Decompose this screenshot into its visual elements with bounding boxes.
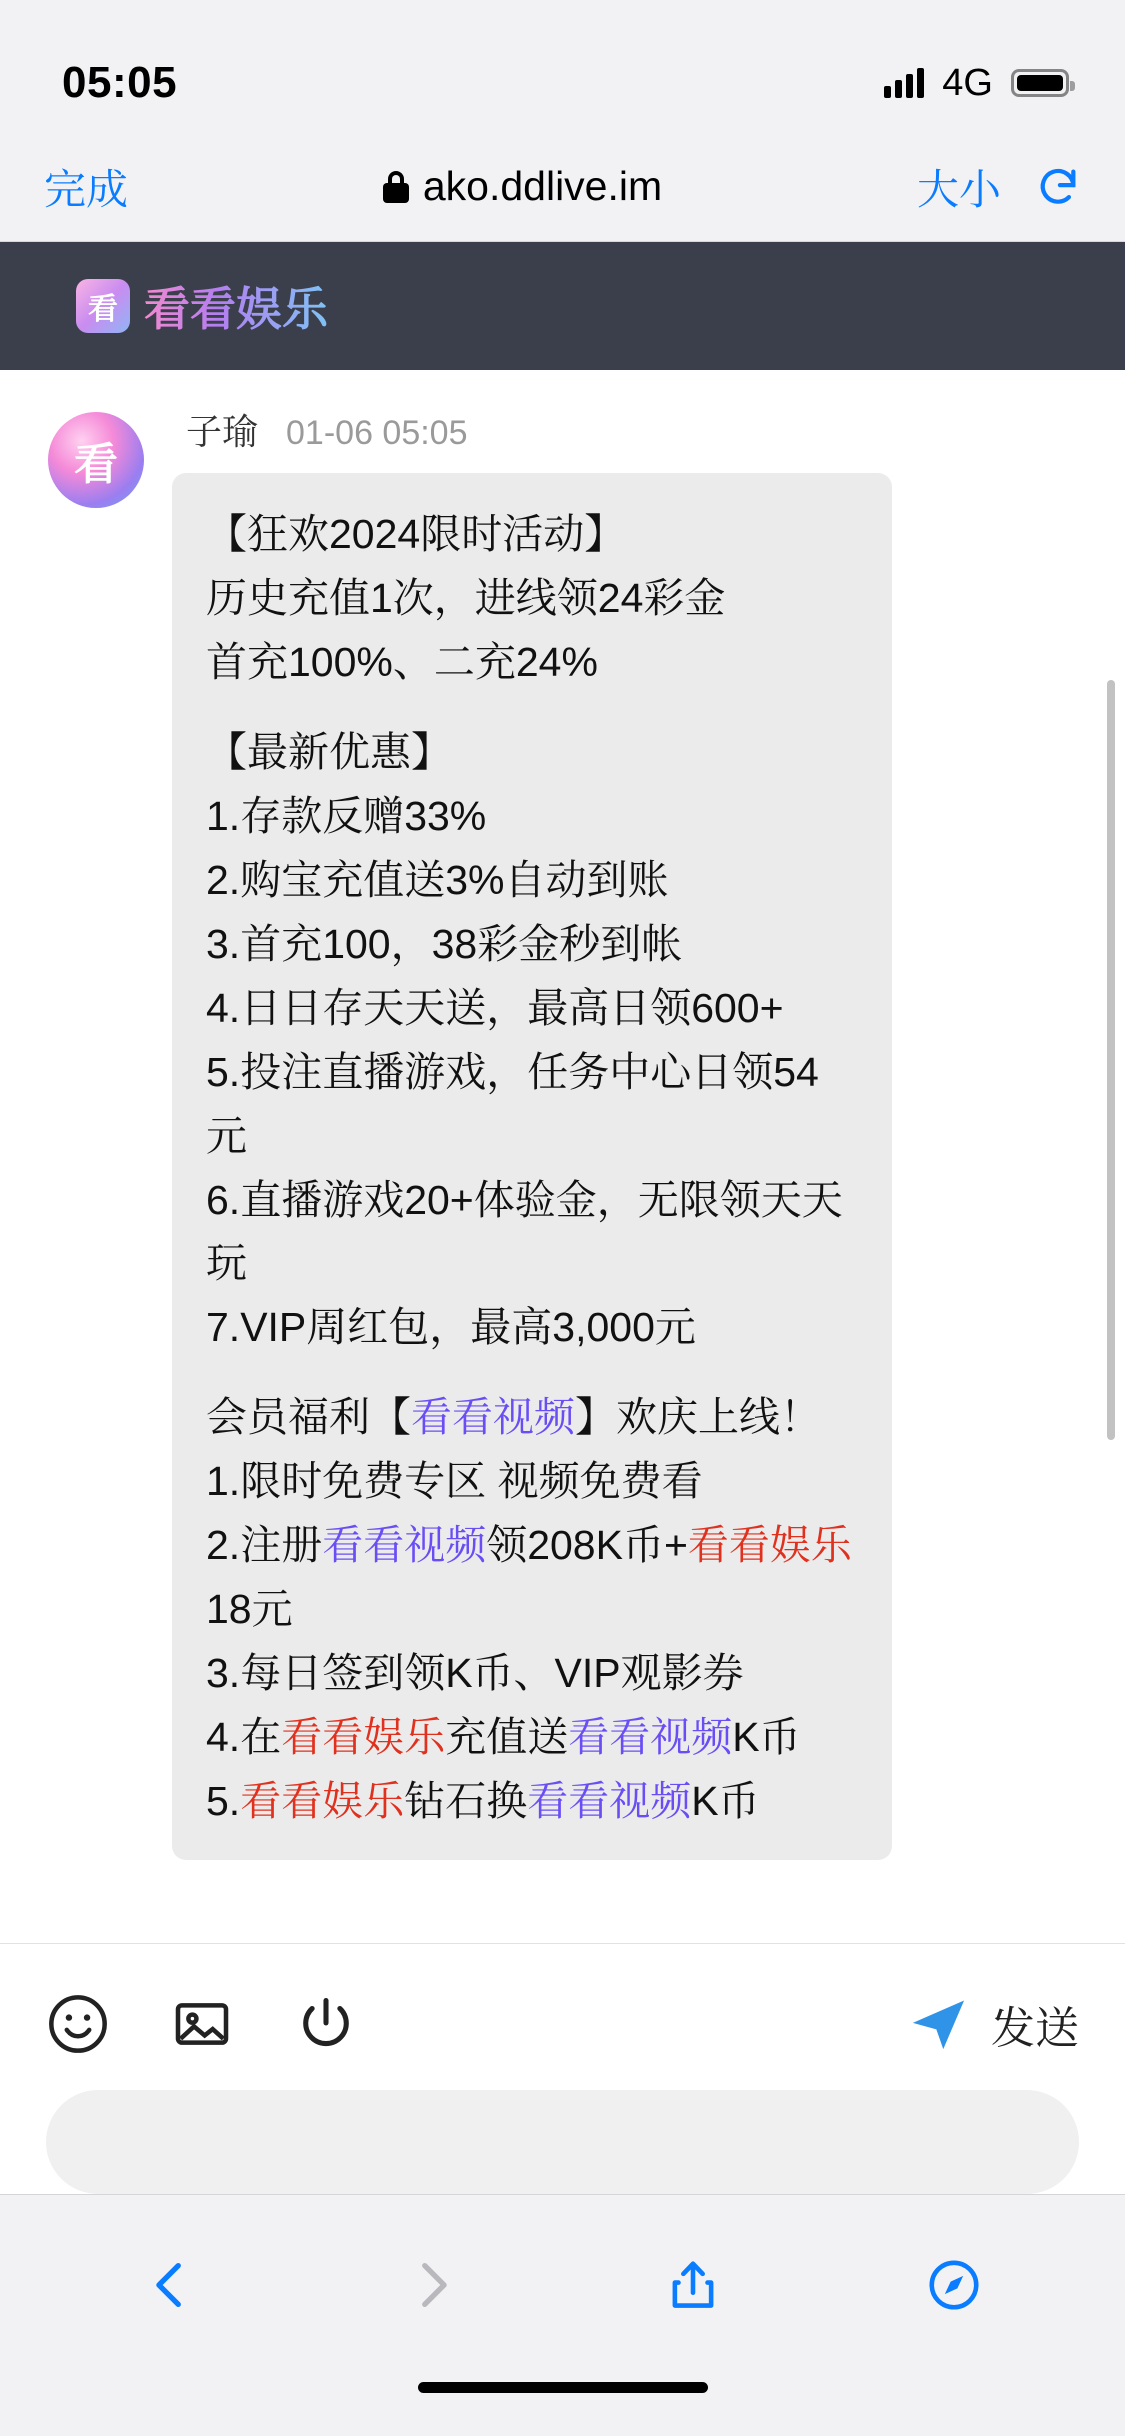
power-icon[interactable]	[294, 1992, 358, 2056]
vip-benefit-prefix: 2.注册	[206, 1522, 323, 1569]
promo-line: 3.首充100，38彩金秒到帐	[206, 920, 683, 967]
message-input[interactable]	[46, 2090, 1079, 2194]
message-column	[172, 404, 1085, 1860]
vip-benefit-part: K币	[732, 1714, 801, 1761]
status-indicators	[884, 62, 1069, 105]
vip-benefit-line	[206, 1770, 858, 1834]
compass-icon[interactable]	[925, 2256, 983, 2314]
browser-toolbar	[0, 132, 1125, 242]
network-type-label: 4G	[942, 61, 993, 104]
vip-benefit-part: 钻石换	[404, 1778, 528, 1825]
vip-benefit-line	[206, 1514, 858, 1642]
vip-benefit-line	[206, 1642, 858, 1706]
send-group[interactable]	[907, 1992, 1079, 2056]
lock-icon	[383, 171, 409, 203]
message-timestamp: 01-06 05:05	[286, 414, 468, 452]
vip-benefit-part: 看看娱乐	[687, 1522, 852, 1569]
vip-benefit-prefix: 3.每日签到领K币、VIP观影券	[206, 1650, 744, 1697]
promo-line: 5.投注直播游戏，任务中心日领54元	[206, 1048, 819, 1159]
status-time: 05:05	[62, 58, 178, 107]
browser-bottom-toolbar	[0, 2194, 1125, 2374]
message-meta	[172, 404, 1085, 455]
send-icon[interactable]	[907, 1992, 971, 2056]
vip-benefit-prefix: 5.	[206, 1778, 241, 1825]
avatar[interactable]: 看	[48, 412, 144, 508]
status-bar	[0, 0, 1125, 132]
chat-scrollbar[interactable]	[1107, 680, 1115, 1440]
vip-benefit-part: K币	[691, 1778, 760, 1825]
vip-benefit-part: 看看娱乐	[240, 1778, 405, 1825]
vip-items	[206, 1450, 858, 1834]
promo-line: 7.VIP周红包，最高3,000元	[206, 1304, 696, 1351]
send-button-label[interactable]: 发送	[991, 2004, 1079, 2053]
vip-benefit-part: 看看视频	[322, 1522, 487, 1569]
promo-line: 4.日日存天天送，最高日领600+	[206, 984, 784, 1031]
promo-line: 【最新优惠】	[206, 728, 452, 775]
emoji-icon[interactable]	[46, 1992, 110, 2056]
vip-intro	[206, 1386, 858, 1450]
site-logo-icon: 看	[76, 279, 130, 333]
vip-intro-brand: 看看视频	[411, 1394, 575, 1441]
vip-benefit-part: 充值送	[445, 1714, 569, 1761]
chat-area	[0, 370, 1125, 1943]
vip-benefit-part: 看看娱乐	[281, 1714, 446, 1761]
home-indicator	[0, 2374, 1125, 2436]
site-title: 看看娱乐	[144, 273, 328, 339]
message-composer	[0, 1943, 1125, 2194]
vip-benefit-prefix: 4.在	[206, 1714, 282, 1761]
sender-name: 子瑜	[186, 411, 259, 452]
image-icon[interactable]	[170, 1992, 234, 2056]
share-icon[interactable]	[664, 2256, 722, 2314]
promo-line: 6.直播游戏20+体验金，无限领天天玩	[206, 1176, 843, 1287]
address-bar[interactable]	[128, 163, 917, 210]
chat-message	[0, 404, 1125, 1860]
composer-tools	[46, 1972, 1079, 2076]
done-button[interactable]: 完成	[44, 165, 129, 213]
vip-benefit-part: 看看视频	[527, 1778, 692, 1825]
vip-benefit-part: 看看视频	[568, 1714, 733, 1761]
chevron-right-icon	[403, 2256, 461, 2314]
promo-line: 历史充值1次，进线领24彩金	[206, 574, 726, 621]
text-size-button[interactable]: 大小	[916, 165, 1001, 213]
battery-icon	[1011, 69, 1069, 97]
vip-benefit-prefix: 1.限时免费专区 视频免费看	[206, 1458, 703, 1505]
message-bubble	[172, 473, 892, 1860]
reload-icon[interactable]	[1035, 164, 1081, 210]
vip-benefit-line	[206, 1450, 858, 1514]
promo-line-spacer	[206, 695, 858, 721]
promo-line: 【狂欢2024限时活动】	[206, 511, 626, 557]
signal-bars-icon	[884, 68, 924, 98]
promo-line: 首充100%、二充24%	[206, 638, 598, 685]
promo-line: 1.存款反赠33%	[206, 792, 487, 839]
vip-intro-prefix: 会员福利【	[206, 1394, 411, 1441]
promo-lines	[206, 503, 858, 1386]
promo-line-spacer	[206, 1360, 858, 1386]
url-text: ako.ddlive.im	[422, 163, 663, 209]
vip-benefit-line	[206, 1706, 858, 1770]
vip-benefit-part: 18元	[206, 1586, 293, 1633]
promo-line: 2.购宝充值送3%自动到账	[206, 856, 669, 903]
chevron-left-icon[interactable]	[142, 2256, 200, 2314]
site-header	[0, 242, 1125, 370]
vip-intro-suffix: 】欢庆上线！	[575, 1394, 821, 1441]
vip-benefit-part: 领208K币+	[486, 1522, 688, 1569]
